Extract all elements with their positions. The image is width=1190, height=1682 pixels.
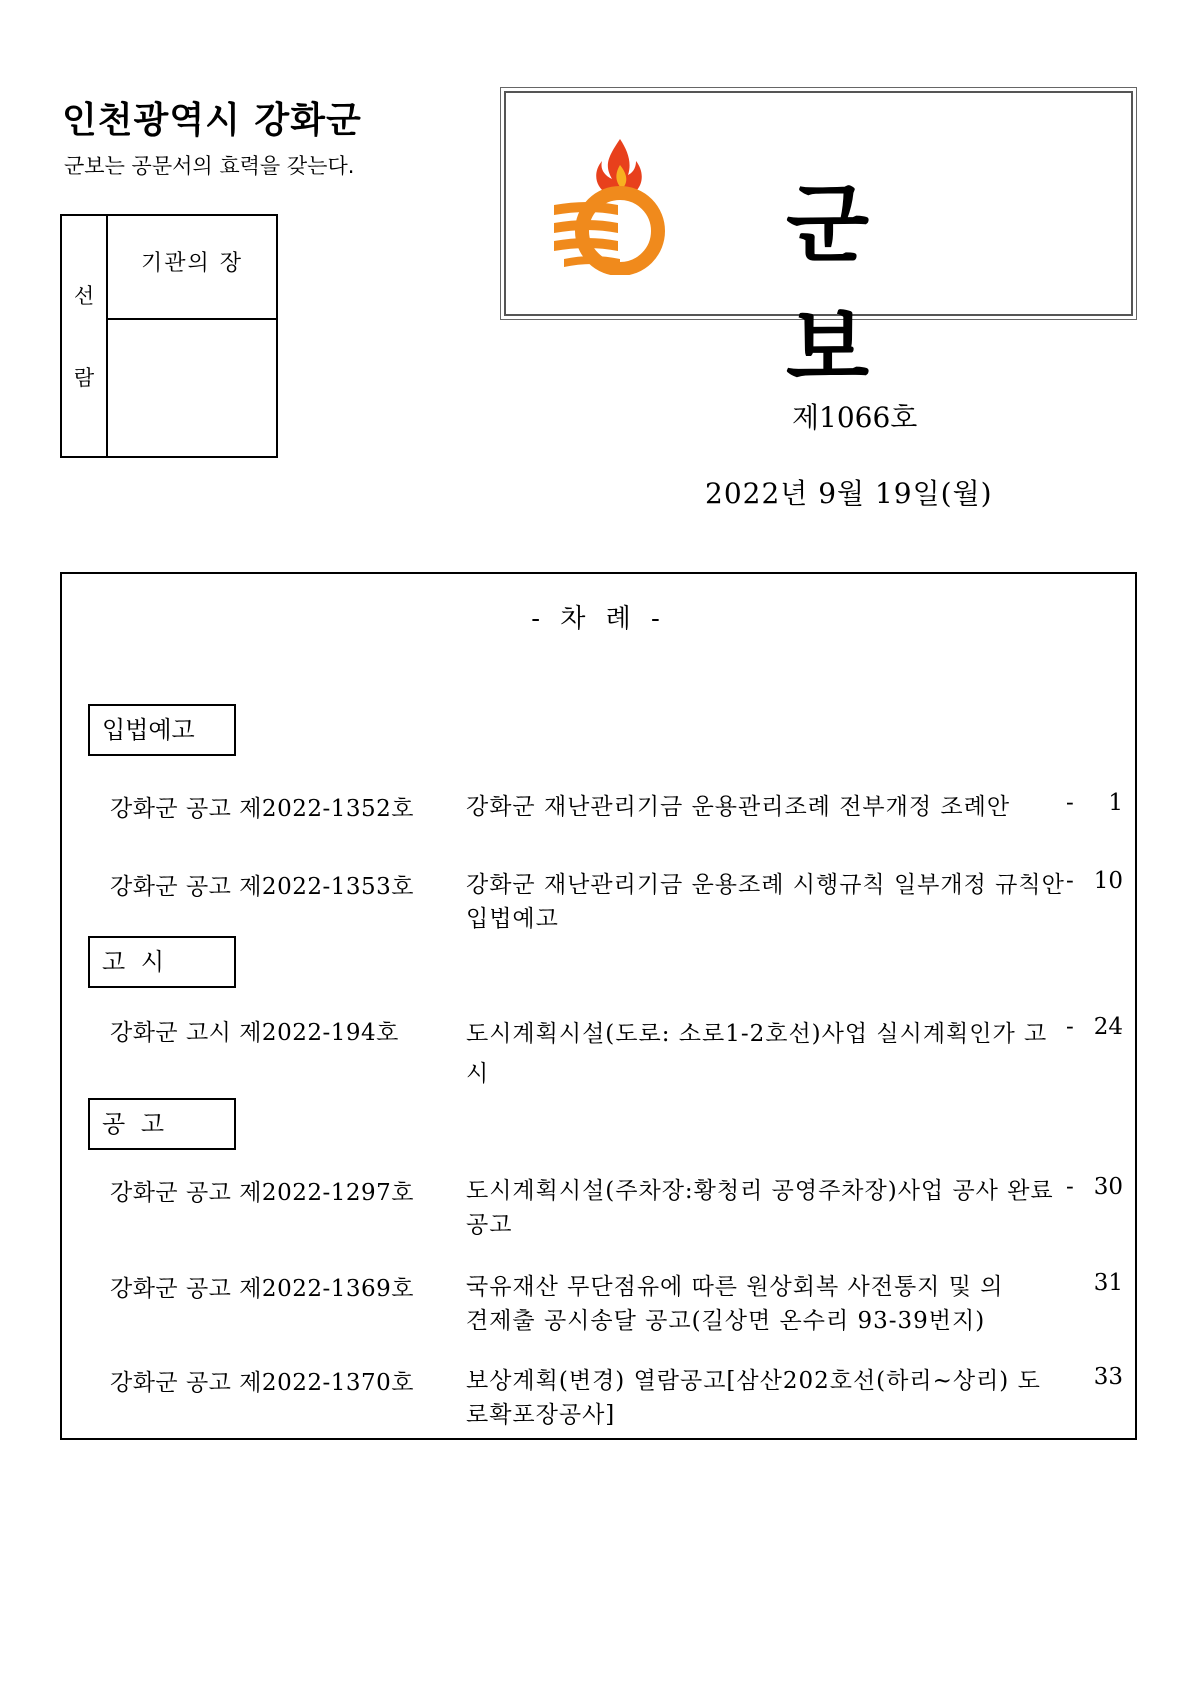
page-number: 33: [1093, 1364, 1123, 1390]
notice-title: 강화군 재난관리기금 운용조례 시행규칙 일부개정 규칙안 입법예고: [466, 872, 1065, 932]
review-head: 기관의 장: [108, 216, 276, 320]
review-signature-area: [108, 320, 276, 456]
notice-number: 강화군 공고 제2022-1369호: [110, 1276, 414, 1302]
review-label-top: 선: [73, 284, 95, 308]
page-number: 30: [1093, 1174, 1123, 1200]
notice-number: 강화군 공고 제2022-1353호: [110, 874, 414, 900]
issue-number: 제1066호: [792, 401, 918, 434]
notice-title: 도시계획시설(도로: 소로1-2호선)사업 실시계획인가 고시: [466, 1021, 1048, 1087]
notice-title: 국유재산 무단점유에 따른 원상회복 사전통지 및 의견제출 공시송달 공고(길상면 온수리 93-39번지): [466, 1274, 1004, 1334]
leader-dash: -: [1066, 1174, 1074, 1200]
table-of-contents: [60, 572, 1137, 1440]
page-number: 10: [1093, 868, 1123, 894]
notice-number: 강화군 공고 제2022-1370호: [110, 1370, 414, 1396]
category-legislative-notice: 입법예고: [88, 704, 236, 756]
leader-dash: -: [1066, 790, 1074, 816]
issue-date: 2022년 9월 19일(월): [705, 477, 993, 510]
organization-name: 인천광역시 강화군: [62, 100, 362, 141]
notice-number: 강화군 공고 제2022-1352호: [110, 796, 414, 822]
notice-number: 강화군 고시 제2022-194호: [110, 1020, 399, 1046]
review-label-bottom: 람: [73, 366, 95, 390]
gazette-subtitle: 군보는 공문서의 효력을 갖는다.: [64, 154, 355, 178]
category-announcement: 고 시: [88, 936, 236, 988]
notice-title: 도시계획시설(주차장:황청리 공영주차장)사업 공사 완료 공고: [466, 1178, 1054, 1238]
page-number: 1: [1108, 790, 1123, 816]
toc-heading: - 차 례 -: [531, 604, 666, 634]
review-label: [62, 216, 108, 456]
masthead-title: 군 보: [786, 175, 988, 399]
notice-number: 강화군 공고 제2022-1297호: [110, 1180, 414, 1206]
masthead: [500, 87, 1137, 399]
leader-dash: -: [1066, 1014, 1074, 1040]
category-public-notice: 공 고: [88, 1098, 236, 1150]
review-box: [60, 214, 278, 458]
county-emblem-icon: [548, 135, 678, 275]
page-number: 31: [1093, 1270, 1123, 1296]
leader-dash: -: [1066, 868, 1074, 894]
notice-title: 강화군 재난관리기금 운용관리조례 전부개정 조례안: [466, 794, 1011, 820]
page-number: 24: [1093, 1014, 1123, 1040]
notice-title: 보상계획(변경) 열람공고[삼산202호선(하리~상리) 도로확포장공사]: [466, 1368, 1041, 1428]
